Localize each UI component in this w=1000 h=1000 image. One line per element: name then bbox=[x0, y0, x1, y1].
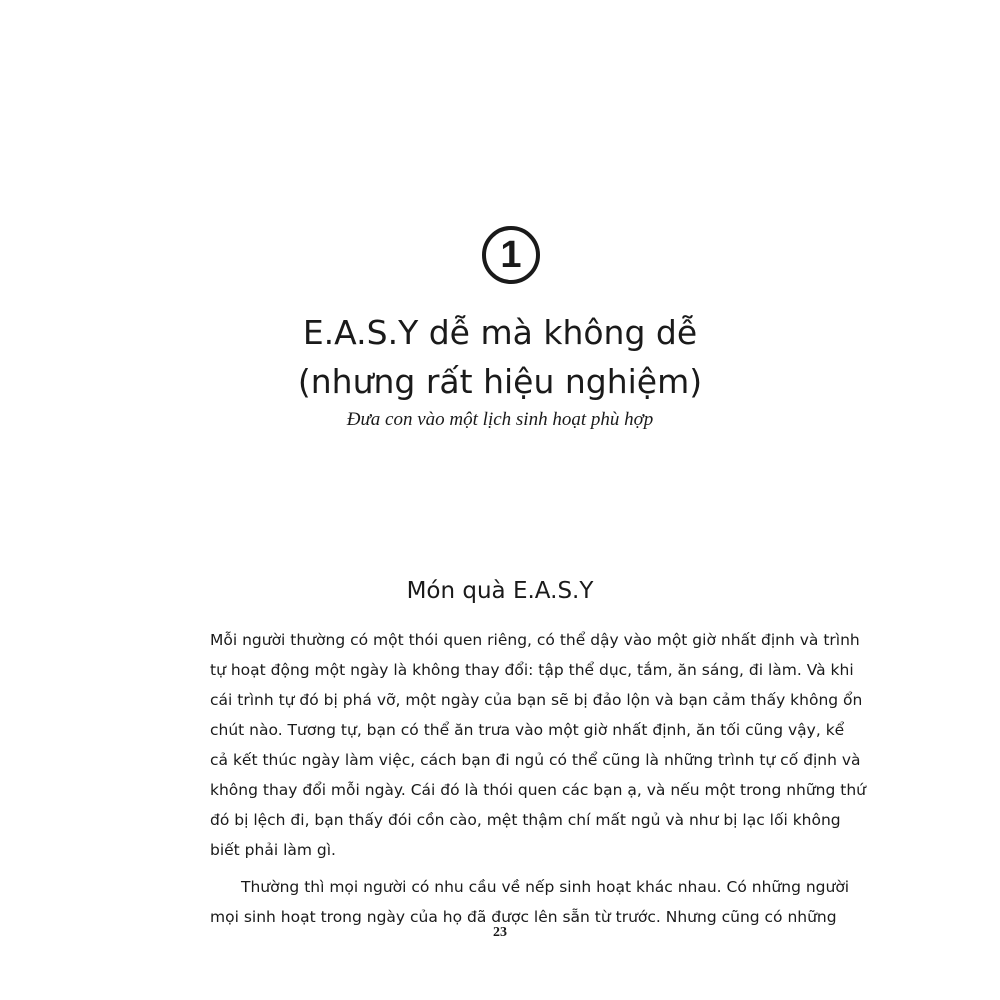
body-line: cái trình tự đó bị phá vỡ, một ngày của bạn sẽ bị đảo lộn và bạn cảm thấy không ổn bbox=[210, 691, 863, 709]
chapter-title-line-1: E.A.S.Y dễ mà không dễ bbox=[302, 313, 698, 352]
body-line: cả kết thúc ngày làm việc, cách bạn đi ngủ có thể cũng là những trình tự cố định và bbox=[210, 751, 861, 769]
body-line: tự hoạt động một ngày là không thay đổi: tập thể dục, tắm, ăn sáng, đi làm. Và khi bbox=[210, 661, 854, 679]
page-number: 23 bbox=[493, 925, 507, 940]
body-line: biết phải làm gì. bbox=[210, 841, 336, 859]
section-heading: Món quà E.A.S.Y bbox=[406, 578, 594, 604]
body-line: mọi sinh hoạt trong ngày của họ đã được lên sẵn từ trước. Nhưng cũng có những bbox=[210, 908, 837, 926]
body-line: chút nào. Tương tự, bạn có thể ăn trưa vào một giờ nhất định, ăn tối cũng vậy, kể bbox=[210, 721, 845, 739]
body-line: đó bị lệch đi, bạn thấy đói cồn cào, mệt thậm chí mất ngủ và như bị lạc lối không bbox=[210, 811, 841, 829]
body-line: Mỗi người thường có một thói quen riêng, có thể dậy vào một giờ nhất định và trình bbox=[210, 631, 860, 649]
chapter-number: 1 bbox=[500, 234, 522, 276]
chapter-number-badge bbox=[482, 226, 540, 284]
chapter-title-line-2: (nhưng rất hiệu nghiệm) bbox=[297, 362, 703, 401]
body-line: không thay đổi mỗi ngày. Cái đó là thói quen các bạn ạ, và nếu một trong những thứ bbox=[210, 781, 866, 799]
body-line: Thường thì mọi người có nhu cầu về nếp sinh hoạt khác nhau. Có những người bbox=[241, 878, 850, 896]
chapter-subtitle: Đưa con vào một lịch sinh hoạt phù hợp bbox=[346, 409, 654, 430]
